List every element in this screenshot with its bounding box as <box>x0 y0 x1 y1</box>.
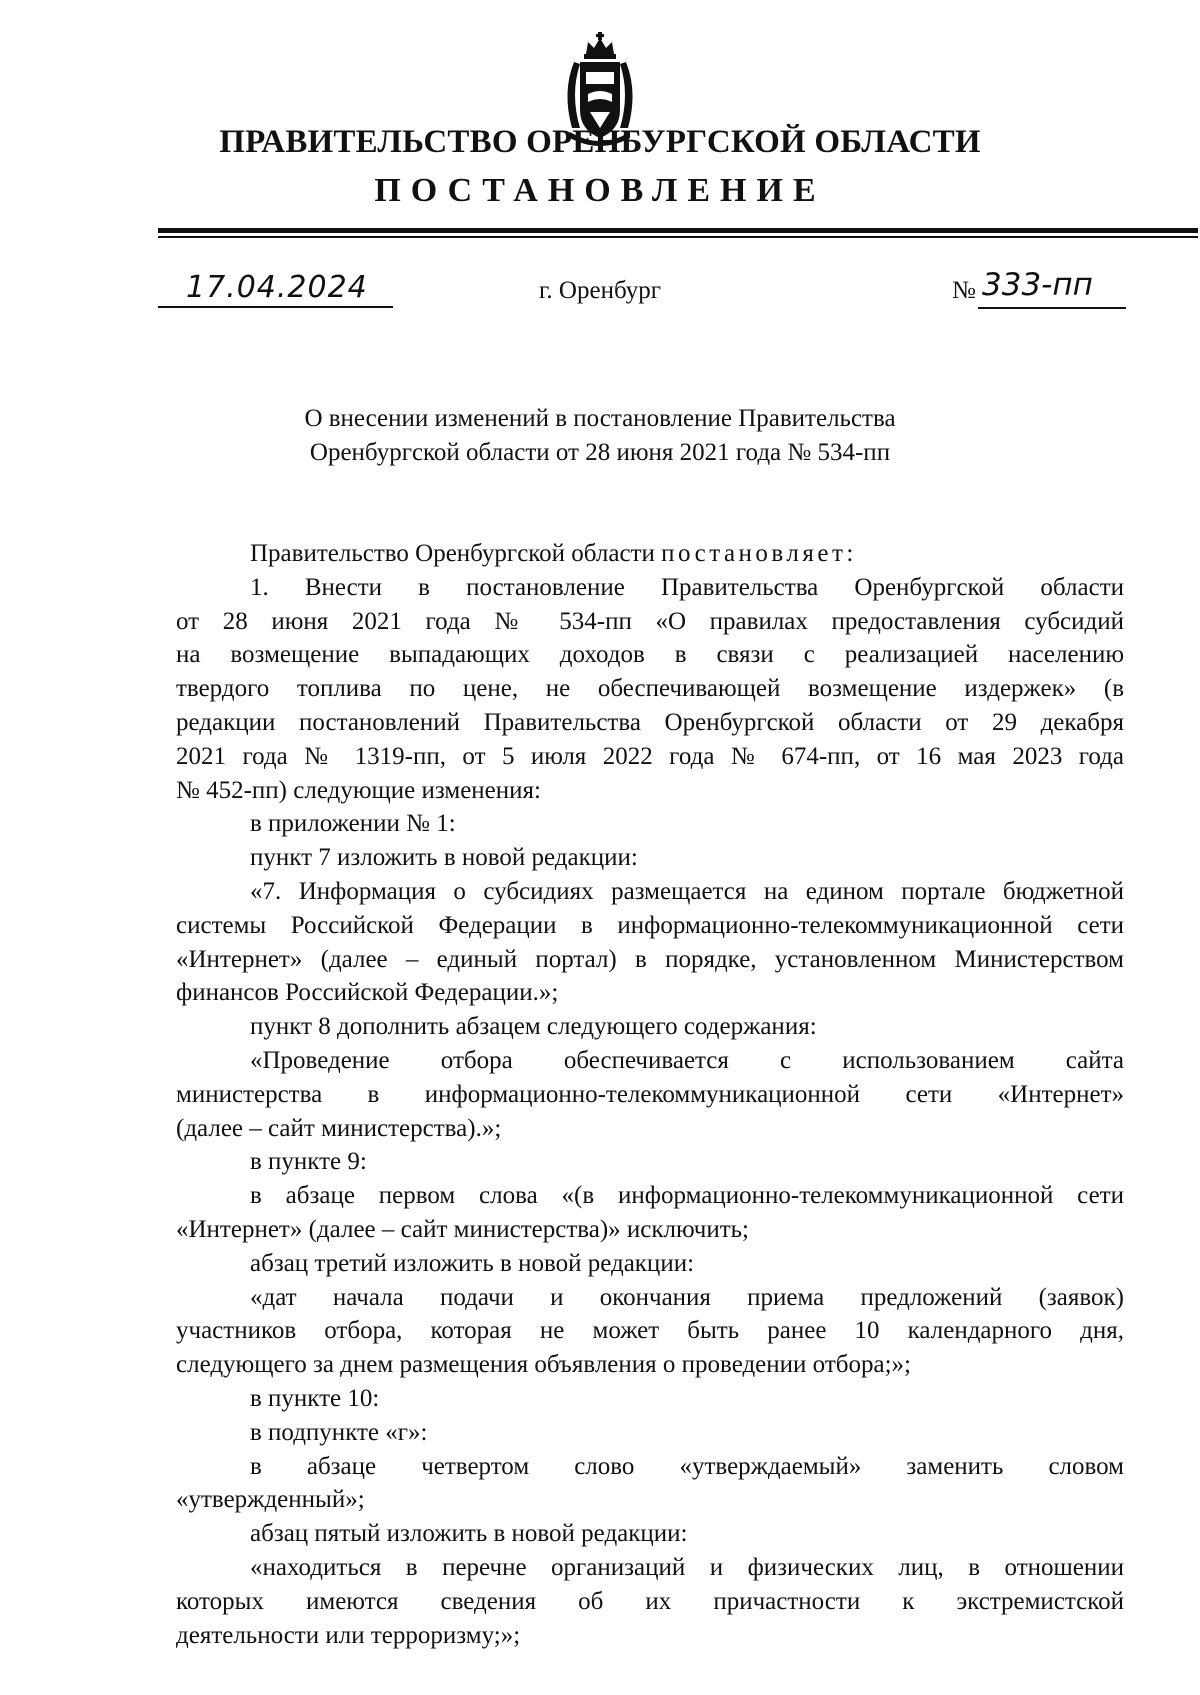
body-line: «утвержденный»; <box>176 1486 365 1514</box>
header-divider-thick <box>158 228 1198 233</box>
intro-text: Правительство Оренбургской области <box>250 540 662 567</box>
body-line: абзац третий изложить в новой редакции: <box>250 1249 695 1277</box>
intro-verb: постановляет: <box>661 540 857 567</box>
body-line: «Интернет» (далее – сайт министерства)» исключить; <box>176 1215 749 1243</box>
body-line: на возмещение выпадающих доходов в связи с реализацией населению <box>176 641 1124 669</box>
body-line: от 28 июня 2021 года № 534-пп «О правилах предоставления субсидий <box>176 607 1124 635</box>
body-line: следующего за днем размещения объявления о проведении отбора;»; <box>176 1351 911 1379</box>
body-line: «7. Информация о субсидиях размещается на едином портале бюджетной <box>250 877 1124 905</box>
body-line: в пункте 9: <box>250 1148 367 1176</box>
header-divider-thin <box>158 236 1198 238</box>
intro-paragraph <box>176 537 1124 571</box>
document-city: г. Оренбург <box>539 277 661 304</box>
body-line: в абзаце первом слова «(в информационно-телекоммуникационной сети <box>250 1182 1124 1210</box>
document-type-title: ПОСТАНОВЛЕНИЕ <box>374 172 826 209</box>
date-underline <box>158 306 393 308</box>
body-line: (далее – сайт министерства).»; <box>176 1114 502 1142</box>
body-line: «Проведение отбора обеспечивается с использованием сайта <box>250 1046 1124 1074</box>
body-line: 2021 года № 1319-пп, от 5 июля 2022 года № 674-пп, от 16 мая 2023 года <box>176 742 1124 770</box>
body-line: пункт 8 дополнить абзацем следующего содержания: <box>250 1013 817 1041</box>
body-line: в приложении № 1: <box>250 810 456 838</box>
body-line: редакции постановлений Правительства Оренбургской области от 29 декабря <box>176 708 1124 736</box>
organization-title: ПРАВИТЕЛЬСТВО ОРЕНБУРГСКОЙ ОБЛАСТИ <box>219 124 981 160</box>
body-line: 1. Внести в постановление Правительства Оренбургской области <box>250 573 1124 601</box>
body-line: министерства в информационно-телекоммуникационной сети «Интернет» <box>176 1080 1124 1108</box>
document-body <box>176 537 1124 1652</box>
document-number: 333-пп <box>982 267 1093 303</box>
document-subject <box>0 402 1200 470</box>
body-line: в подпункте «г»: <box>250 1418 428 1446</box>
number-underline <box>978 307 1126 309</box>
body-line: деятельности или терроризму;»; <box>176 1621 521 1649</box>
body-line: «дат начала подачи и окончания приема предложений (заявок) <box>250 1283 1124 1311</box>
subject-line: О внесении изменений в постановление Правительства <box>304 405 896 432</box>
body-line: № 452-пп) следующие изменения: <box>176 776 541 804</box>
body-line: в абзаце четвертом слово «утверждаемый» заменить словом <box>250 1452 1124 1480</box>
body-line: которых имеются сведения об их причастности к экстремистской <box>176 1587 1124 1615</box>
body-line: абзац пятый изложить в новой редакции: <box>250 1520 688 1548</box>
body-line: твердого топлива по цене, не обеспечивающей возмещение издержек» (в <box>176 675 1124 703</box>
body-line: пункт 7 изложить в новой редакции: <box>250 844 638 872</box>
body-line: финансов Российской Федерации.»; <box>176 979 559 1007</box>
body-line: в пункте 10: <box>250 1384 380 1412</box>
subject-line: Оренбургской области от 28 июня 2021 года № 534-пп <box>309 439 891 466</box>
body-line: участников отбора, которая не может быть ранее 10 календарного дня, <box>176 1317 1124 1345</box>
number-label: № <box>952 277 976 304</box>
body-line: системы Российской Федерации в информационно-телекоммуникационной сети <box>176 911 1124 939</box>
body-line: «Интернет» (далее – единый портал) в порядке, установленном Министерством <box>176 945 1124 973</box>
document-date: 17.04.2024 <box>186 270 368 305</box>
body-line: «находиться в перечне организаций и физических лиц, в отношении <box>250 1553 1124 1581</box>
